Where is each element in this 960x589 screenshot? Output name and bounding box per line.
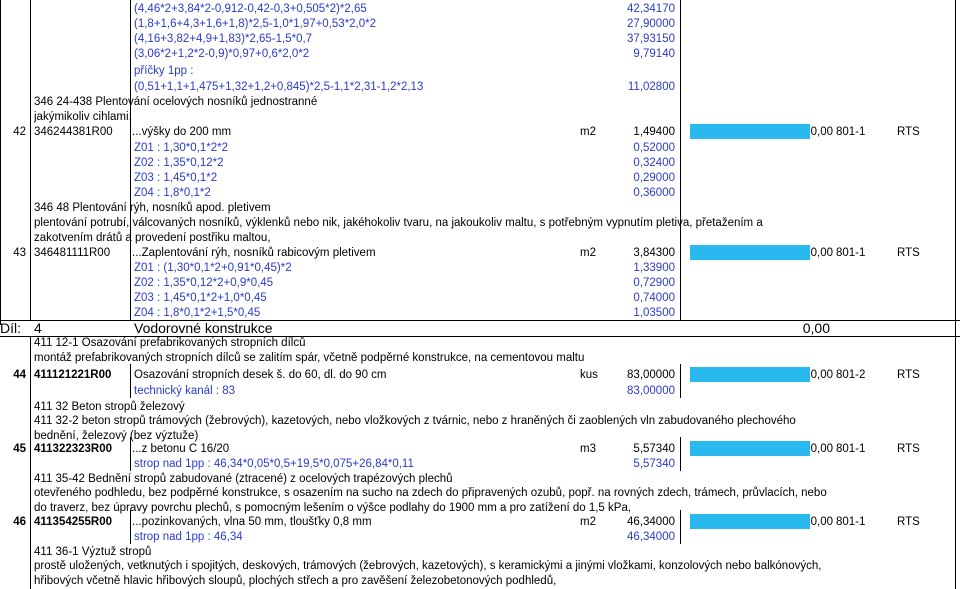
measure-value: 9,79140 bbox=[633, 48, 675, 60]
item-price: 0,00 bbox=[810, 369, 833, 381]
measure-text: Z02 : 1,35*0,12*2 bbox=[134, 157, 224, 169]
grid-line bbox=[30, 0, 31, 320]
measure-value: 1,33900 bbox=[633, 262, 675, 274]
group-description: prostě uložených, vetknutých i spojitých, deskových, trámových (žebrových, kazetových), s keramickými a jinými vložkami, konzolových nebo balkónových, hřibových včetně hlavic hřibových sloupů, plochých střech a pro zavěšení železobetonových podhledů, bbox=[34, 560, 822, 587]
item-unit: kus bbox=[580, 369, 598, 381]
measure-text: Z03 : 1,45*0,1*2 bbox=[134, 172, 218, 184]
measure-value: 11,02800 bbox=[627, 81, 675, 93]
measure-value: 27,90000 bbox=[627, 18, 675, 30]
item-sub: 801-1 bbox=[836, 247, 866, 259]
item-position: 44 bbox=[13, 369, 26, 381]
measure-value: 46,34000 bbox=[627, 531, 675, 543]
item-price: 0,00 bbox=[810, 516, 833, 528]
measure-text: (1,8+1,6+4,3+1,6+1,8)*2,5-1,0*1,97+0,53*2,0*2 bbox=[134, 18, 377, 30]
item-sub: 801-1 bbox=[836, 126, 866, 138]
group-description: 411 32-2 beton stropů trámových (žebrových), kazetových, nebo vložkových z tvárnic, nebo z hraněných či zaoblených vln zabudovaného plechového bednění, železový (bez výztuže) bbox=[34, 415, 796, 442]
section-number: 4 bbox=[34, 320, 42, 336]
measure-value: 0,72900 bbox=[633, 277, 675, 289]
item-code: 411322323R00 bbox=[34, 443, 113, 455]
item-qty: 46,34000 bbox=[627, 516, 675, 528]
item-unit: m3 bbox=[580, 443, 596, 455]
measure-text: Z02 : 1,35*0,12*2+0,9*0,45 bbox=[134, 277, 274, 289]
item-unit: m2 bbox=[580, 126, 596, 138]
measure-text: Z01 : 1,30*0,1*2*2 bbox=[134, 142, 228, 154]
grid-line bbox=[680, 0, 681, 320]
measure-value: 0,74000 bbox=[633, 292, 675, 304]
item-name: ...z betonu C 16/20 bbox=[132, 443, 230, 455]
measure-text: technický kanál : 83 bbox=[134, 385, 236, 397]
measure-text: strop nad 1pp : 46,34*0,05*0,5+19,5*0,075+26,84*0,11 bbox=[134, 458, 414, 470]
section-title: Vodorovné konstrukce bbox=[134, 320, 273, 336]
grid-line bbox=[680, 364, 681, 398]
measure-text: (4,16+3,82+4,9+1,83)*2,65-1,5*0,7 bbox=[134, 33, 313, 45]
group-description: plentování potrubí, válcovaných nosníků, výklenků nebo nik, jakéhokoliv tvaru, na jakoukoliv maltu, s potřebným vypnutím pletiva, přetažením a zakotvením drátů a provedení postřiku maltou, bbox=[34, 217, 763, 244]
group-title: 346 24-438 Plentování ocelových nosníků jednostranné bbox=[34, 96, 318, 108]
measure-value: 42,34170 bbox=[627, 3, 675, 15]
item-qty: 1,49400 bbox=[633, 126, 675, 138]
measure-text: Z04 : 1,8*0,1*2 bbox=[134, 187, 211, 199]
item-name: Osazování stropních desek š. do 60, dl. do 90 cm bbox=[134, 369, 387, 381]
group-title: 411 36-1 Výztuž stropů bbox=[34, 546, 152, 558]
group-title: 411 32 Beton stropů železový bbox=[34, 401, 185, 413]
grid-line bbox=[955, 0, 956, 589]
measure-value: 0,29000 bbox=[633, 172, 675, 184]
item-price: 0,00 bbox=[810, 443, 833, 455]
grid-line bbox=[130, 0, 131, 320]
measure-value: 0,32400 bbox=[633, 157, 675, 169]
section-total: 0,00 bbox=[802, 320, 830, 336]
measure-value: 83,00000 bbox=[627, 385, 675, 397]
measure-value: 1,03500 bbox=[633, 307, 675, 319]
measure-text: příčky 1pp : bbox=[134, 65, 194, 77]
measure-value: 0,36000 bbox=[633, 187, 675, 199]
group-title: 346 48 Plentování rýh, nosníků apod. pletivem bbox=[34, 202, 271, 214]
grid-line bbox=[130, 364, 131, 398]
item-source: RTS bbox=[897, 247, 920, 259]
item-sub: 801-1 bbox=[836, 516, 866, 528]
item-source: RTS bbox=[897, 126, 920, 138]
measure-text: (0,51+1,1+1,475+1,32+1,2+0,845)*2,5-1,1*2,31-1,2*2,13 bbox=[134, 81, 424, 93]
item-name: ...pozinkovaných, vlna 50 mm, tloušťky 0,8 mm bbox=[132, 516, 372, 528]
item-source: RTS bbox=[897, 443, 920, 455]
group-description: montáž prefabrikovaných stropních dílců se zalitím spár, včetně podpěrné konstrukce, na cementovou maltu bbox=[34, 352, 585, 364]
measure-text: strop nad 1pp : 46,34 bbox=[134, 531, 243, 543]
measure-text: Z04 : 1,8*0,1*2+1,5*0,45 bbox=[134, 307, 261, 319]
group-title: 411 35-42 Bednění stropů zabudované (ztracené) z ocelových trapézových plechů bbox=[34, 473, 453, 485]
item-source: RTS bbox=[897, 516, 920, 528]
item-qty: 5,57340 bbox=[633, 443, 675, 455]
grid-line bbox=[0, 0, 1, 325]
measure-text: (3,06*2+1,2*2-0,9)*0,97+0,6*2,0*2 bbox=[134, 48, 310, 60]
item-sub: 801-2 bbox=[836, 369, 866, 381]
item-code: 411121221R00 bbox=[34, 369, 112, 381]
item-qty: 83,00000 bbox=[627, 369, 675, 381]
item-qty: 3,84300 bbox=[633, 247, 675, 259]
item-code: 346244381R00 bbox=[34, 126, 113, 138]
measure-value: 0,52000 bbox=[633, 142, 675, 154]
item-name: ...Zaplentování rýh, nosníků rabicovým pletivem bbox=[132, 247, 376, 259]
measure-text: Z03 : 1,45*0,1*2+1,0*0,45 bbox=[134, 292, 267, 304]
item-sub: 801-1 bbox=[836, 443, 866, 455]
item-unit: m2 bbox=[580, 247, 596, 259]
group-description: otevřeného podhledu, bez podpěrné konstrukce, s osazením na sucho na zdech do připravených ozubů, popř. na rovných zdech, trámech, průvlacích, nebo do traverz, bez úpravy povrchu plechů, s pomocným lešením o výšce podlahy do 1900 mm a pro zatížení do 1,5 kPa, bbox=[34, 487, 827, 514]
item-code: 411354255R00 bbox=[34, 516, 113, 528]
measure-text: Z01 : (1,30*0,1*2+0,91*0,45)*2 bbox=[134, 262, 292, 274]
item-name: ...výšky do 200 mm bbox=[132, 126, 232, 138]
section-header bbox=[0, 320, 960, 336]
item-position: 45 bbox=[13, 443, 26, 455]
item-unit: m2 bbox=[580, 516, 596, 528]
item-source: RTS bbox=[897, 369, 920, 381]
measure-text: (4,46*2+3,84*2-0,912-0,42-0,3+0,505*2)*2,65 bbox=[134, 3, 367, 15]
group-subtitle: jakýmikoliv cihlami, bbox=[34, 111, 132, 123]
group-title: 411 12-1 Osazování prefabrikovaných stropních dílců bbox=[34, 337, 306, 349]
item-position: 46 bbox=[13, 516, 26, 528]
item-position: 43 bbox=[13, 247, 26, 259]
item-code: 346481111R00 bbox=[34, 247, 111, 259]
item-price: 0,00 bbox=[810, 247, 833, 259]
grid-line bbox=[30, 336, 31, 589]
item-position: 42 bbox=[13, 126, 26, 138]
section-label: Díl: bbox=[0, 320, 21, 336]
measure-value: 5,57340 bbox=[633, 458, 675, 470]
item-price: 0,00 bbox=[810, 126, 833, 138]
measure-value: 37,93150 bbox=[627, 33, 675, 45]
